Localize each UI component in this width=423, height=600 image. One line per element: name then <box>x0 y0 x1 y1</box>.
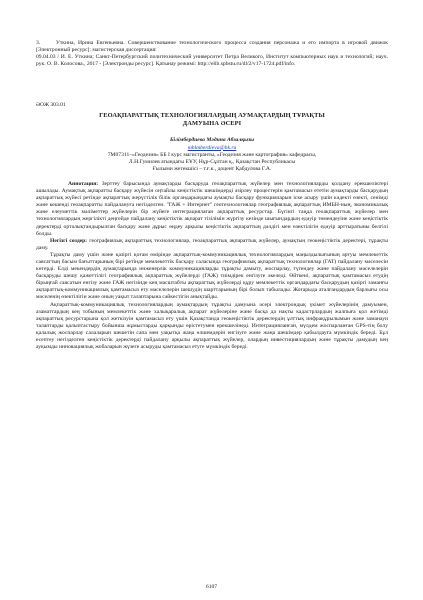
reference-item <box>36 40 388 54</box>
reference-list <box>36 40 388 68</box>
paper-page <box>36 40 388 351</box>
affiliation-line: 7М07311–«Геодезия» ББ І курс магистранты, «Геодезия және картография» кафедрасы, <box>107 151 317 158</box>
reference-text: 09.04.03 / И. Е. Уткина; Санкт-Петербургский политехнический университет Петра Великого, Институт компьютерных наук и технологий; науч. рук. О. В. Колосова., 2017 - [Электронды ресурс]. Қатынау режимі: http://elib.spbstu.ru/dl/2/v17-1724.pdf/info. <box>36 54 388 68</box>
author-name: Білімбердиева Мәдина Абзалқызы <box>169 137 255 144</box>
body-paragraph: Ақпараттық-коммуникациялық технологиялардың аумақтардың тұрақты дамуына әсері электрондық үкімет жүйелерінің дамуымен, азаматтардың кең тобының мемлекеттік және халықаралық ақпарат жүйелеріне және басқа да нақты кадастрлардың жалпыға қол жетімді ақпараттық ресурстарына қол жеткізуін қамтамасыз ету үшін Қазақстанда геокеңістіктік деректердің ұлттық инфрақұрылымын және заманауи талаптарды қалыптастыру бойынша жұмыстарды қарқынды өрістетумен ерекшелінеді. Интеграцияланған, мүлдем жоспарланған GPS-тің болу қалалық жоспарлау салаларын шешетін сапа мен уақытқа жаңа өлшемдерін енгізуге және жаңа шешімдер қабылдауға мүмкіндік береді. Бұл есептеу негізделген кеңістіктік деректерді пайдалану арқылы ақпараттық жүйелер, олардың инвестициялардың және тұрақты дамудың кең ауқымды инновациялық жобаларын жүзеге асыруды қамтамасыз етуге мүмкіндік береді. <box>36 301 388 351</box>
affiliation <box>36 152 388 173</box>
article-title <box>36 112 388 128</box>
reference-text: Уткина, Ирина Евгеньевна. Совершенствование технологического процесса создания персонажа и его импорта в игровой движок [Электронный ресурс]: магистерская диссертация: <box>36 40 389 54</box>
affiliation-line: Л.Н.Гумилев атындағы ЕҰУ, Нұр-Сұлтан қ., Қазақстан Республикасы <box>128 158 296 165</box>
udc-code: ӘОЖ 303.01 <box>36 102 66 109</box>
keywords-label: Негізгі сөздер: <box>50 237 88 244</box>
keywords <box>36 238 388 252</box>
author-email-link[interactable]: mblmberdieva@bk.ru <box>187 144 237 151</box>
body-paragraph: Тұрақты даму үшін және қазіргі қоғам өмірінде ақпараттық-коммуникациялық технологиялардың маңыздылығының артуы мемлекеттік саясаттың басым бағыттарының бірі ретінде мемлекеттік басқару саласында географиялық ақпараттық технологиялар (ГАТ) пайдалану мәселесін көтерді. Елді мекендердің аумақтарында инженерлік коммуникацияларды тұрақты дамыту, жоспарлау, түгендеу және пайдалану мәселелерін басқаруды шешу қажеттілігі географиялық ақпараттық жүйелерді (ГАЖ) тиімдірек енгізуге әкеледі. Өйткені, ақпараттық қамтамасыз етудің бірыңғай саясатын енгізу және ГАЖ негізінде кең масштабты ақпараттық жүйелерді құру мемлекеттік органдардағы басқарудың қазіргі заманғы ақпараттық-коммуникациялық қамтамасыз ету мәселелерін шешудің шарттарының бірі болып табылады. Жоғарыда аталғандардың барлығы осы мәселенің өзектілігін және оның уақыт талаптарына сәйкестігін анықтайды. <box>36 251 388 301</box>
page-number: 6107 <box>205 584 218 590</box>
abstract <box>36 181 388 238</box>
abstract-text: Зерттеу барысында аумақтарды басқаруда геоақпараттық жүйелер мен технологияларды қолдану ерекшеліктері ашылады. Аумақтық ақпаратты басқару жүйесін оңтайлы кеңістіктік шешімдерді әзірлеу процестерін қамтамасыз ететін аумақтарды басқарудың ақпараттық жүйесі ретінде ақпараттық жерүстілік білік органдарындағы аумақты басқару функцияларын іске асыру үшін кәдекті өзекті, сенімді және кешенді геоақпаратты пайдалануға негізделген. "ГАЖ + Интернет" геотехнологиялар географиялық ақпараттық ИМБН-ның, экономикалық және елеуметтік мәліметтер жүйелерін бір жүйеге интеграциялаған ақпараттық ресурстар. Бүгінгі таңда геоақпараттық жүйелер мен технологиялардың жергілікті деңгейде пайдалану кеңістіктік ақпарат тізілімін жүргізу кезінде шығындардың едәуір төмендеуіне және кеңістіктік деректерді орталықтандырылған басқару және дұрыс өңдеу арқылы кеңістіктік ақпараттың дәлдігі мен өзектілігін едәуір арттыратыны белгілі болды. <box>36 180 389 237</box>
keywords-text: географиялық ақпараттық технологиялар, геоақпараттық ақпараттық жүйелер, аумақтың геокеңістіктік деректері, тұрақты даму. <box>36 237 389 251</box>
reference-number: 3. <box>36 40 41 46</box>
abstract-label: Аннотация: <box>68 180 99 187</box>
author-block <box>36 137 388 172</box>
title-line: ГЕОАҚПАРАТТЫҚ ТЕХНОЛОГИЯЛАРДЫҢ АУМАҚТАРДЫҢ ТҰРАҚТЫ <box>99 112 325 120</box>
title-line: ДАМУЫНА ӘСЕРІ <box>182 120 242 128</box>
reference-item <box>36 54 388 68</box>
affiliation-line: Ғылыми жетекшісі – т.ғ.к., доцент Қабдулова Г.А. <box>152 165 272 172</box>
